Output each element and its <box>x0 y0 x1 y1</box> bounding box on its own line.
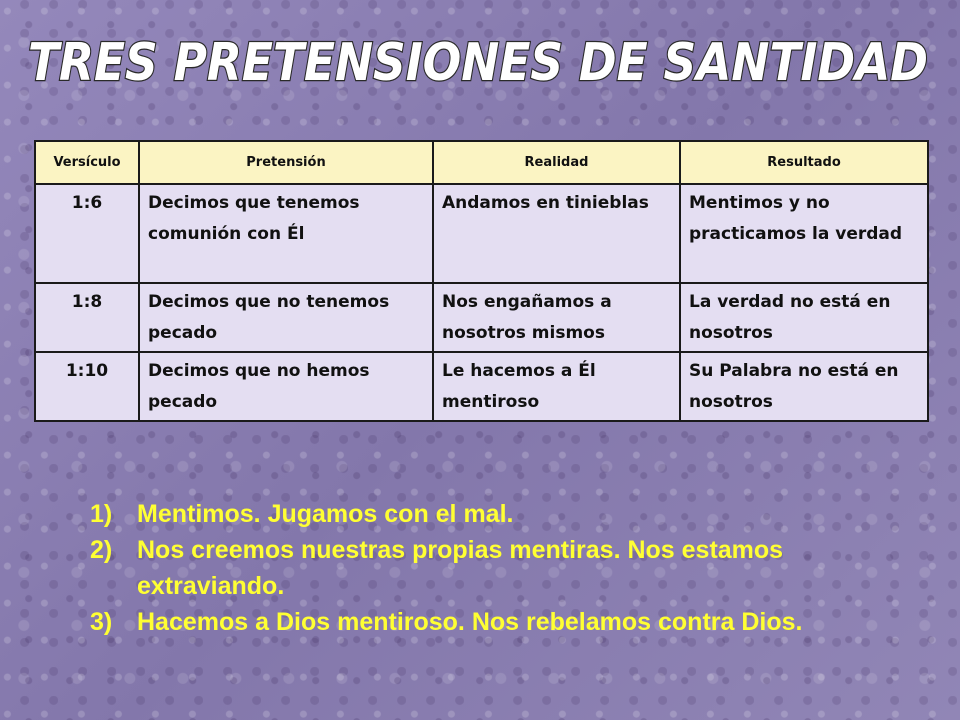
list-item-number: 2) <box>90 536 113 564</box>
slide-title <box>0 32 960 92</box>
cell-result: La verdad no está en nosotros <box>680 283 928 352</box>
list-item-text: Hacemos a Dios mentiroso. Nos rebelamos contra Dios. <box>137 608 803 636</box>
cell-claim: Decimos que tenemos comunión con Él <box>139 184 433 283</box>
table-header-row <box>35 141 928 184</box>
table-row <box>35 184 928 283</box>
slide-title-text: TRES PRETENSIONES DE SANTIDAD <box>28 33 928 92</box>
cell-verse: 1:6 <box>35 184 139 283</box>
cell-verse: 1:10 <box>35 352 139 421</box>
header-versiculo: Versículo <box>35 141 139 184</box>
slide-title-graphic <box>0 32 960 92</box>
list-item <box>90 532 890 604</box>
list-item <box>90 604 890 640</box>
header-realidad: Realidad <box>433 141 680 184</box>
cell-verse: 1:8 <box>35 283 139 352</box>
header-resultado: Resultado <box>680 141 928 184</box>
holiness-claims-table <box>34 140 929 422</box>
header-pretension: Pretensión <box>139 141 433 184</box>
cell-reality: Andamos en tinieblas <box>433 184 680 283</box>
cell-result: Su Palabra no está en nosotros <box>680 352 928 421</box>
table-row <box>35 352 928 421</box>
cell-result: Mentimos y no practicamos la verdad <box>680 184 928 283</box>
list-item-text: Mentimos. Jugamos con el mal. <box>137 500 514 528</box>
list-item-text: Nos creemos nuestras propias mentiras. Nos estamos extraviando. <box>137 536 784 600</box>
cell-claim: Decimos que no hemos pecado <box>139 352 433 421</box>
list-item <box>90 496 890 532</box>
cell-claim: Decimos que no tenemos pecado <box>139 283 433 352</box>
list-item-number: 3) <box>90 608 113 636</box>
conclusions-list <box>90 496 890 640</box>
table-row <box>35 283 928 352</box>
list-item-number: 1) <box>90 500 113 528</box>
cell-reality: Nos engañamos a nosotros mismos <box>433 283 680 352</box>
cell-reality: Le hacemos a Él mentiroso <box>433 352 680 421</box>
